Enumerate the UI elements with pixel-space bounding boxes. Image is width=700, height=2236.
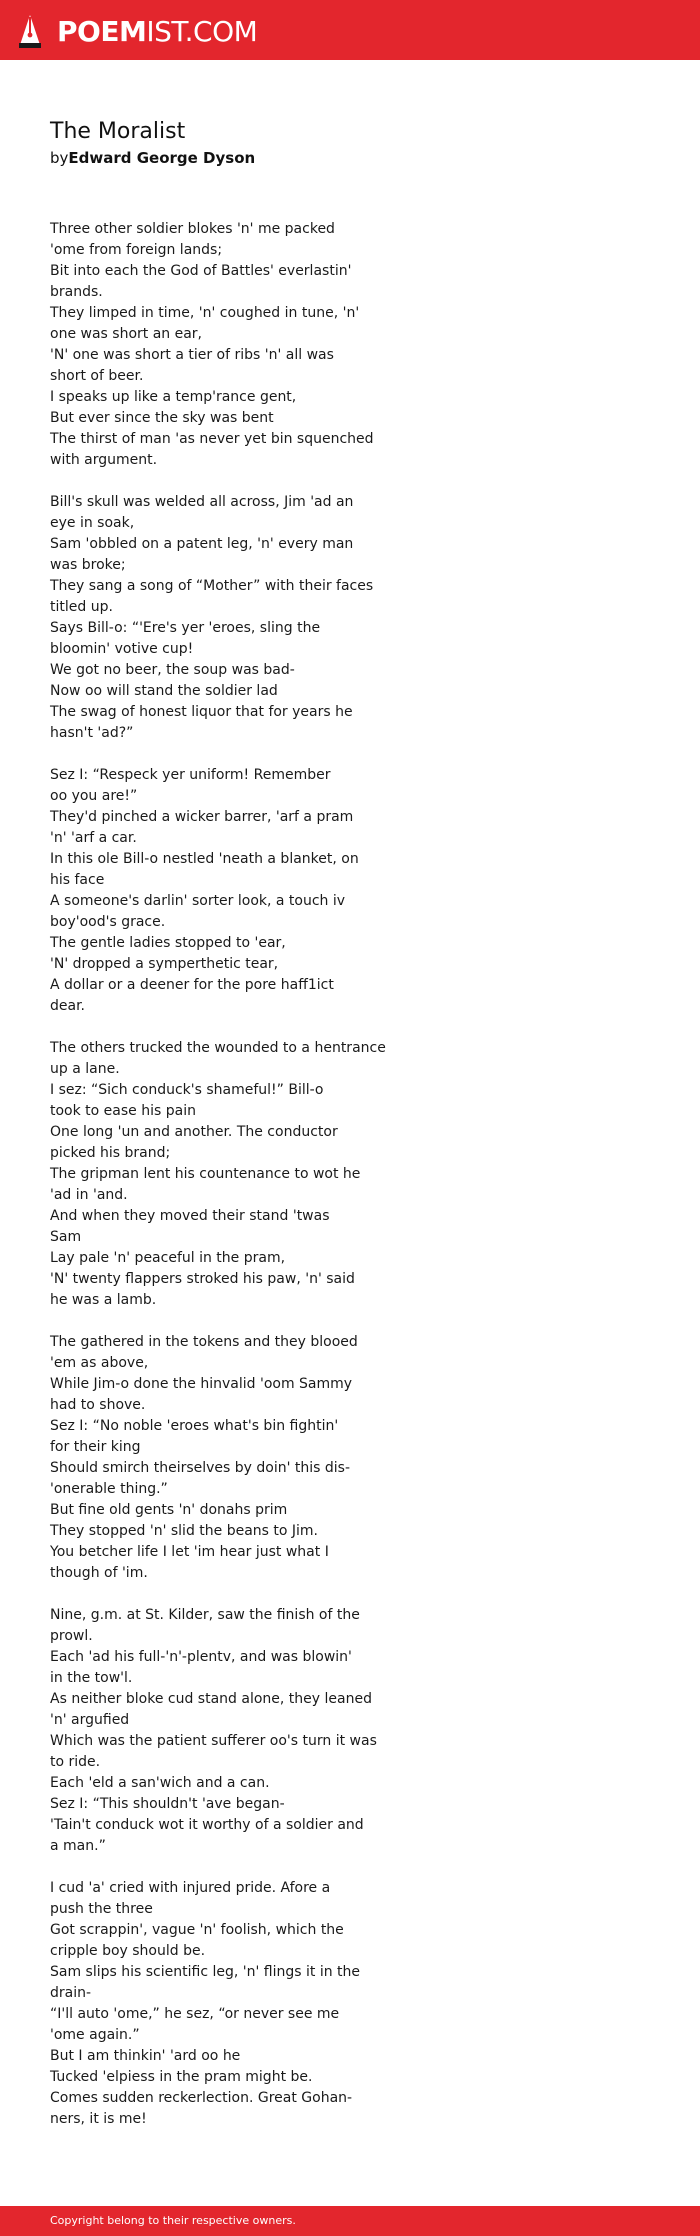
- poem-line: The swag of honest liquor that for years he: [50, 704, 353, 720]
- poem-author: Edward George Dyson: [68, 149, 256, 167]
- poem-line: 'Tain't conduck wot it worthy of a soldier and: [50, 1817, 364, 1833]
- site-logo[interactable]: [17, 14, 257, 50]
- poem-line: Three other soldier blokes 'n' me packed: [50, 221, 335, 237]
- poem-line: 'ad in 'and.: [50, 1187, 128, 1203]
- poem-line: 'em as above,: [50, 1355, 149, 1371]
- copyright-notice: Copyright belong to their respective owners.: [50, 2214, 296, 2227]
- poem-line: The others trucked the wounded to a hentrance: [50, 1040, 386, 1056]
- poem-line: They sang a song of “Mother” with their faces: [50, 578, 374, 594]
- pen-nib-icon: [17, 14, 43, 50]
- poem-line: I speaks up like a temp'rance gent,: [50, 389, 297, 405]
- poem-line: Bill's skull was welded all across, Jim 'ad an: [50, 494, 354, 510]
- poem-line: 'N' dropped a symperthetic tear,: [50, 956, 279, 972]
- poem-line: You betcher life I let 'im hear just what I: [50, 1544, 329, 1560]
- poem-stanza: [50, 1332, 390, 1584]
- poem-line: The thirst of man 'as never yet bin squenched: [50, 431, 374, 447]
- poem-line: Tucked 'elpiess in the pram might be.: [50, 2069, 313, 2085]
- poem-line: Comes sudden reckerlection. Great Gohan-: [50, 2090, 353, 2106]
- poem-line: While Jim-o done the hinvalid 'oom Sammy: [50, 1376, 353, 1392]
- poem-line: eye in soak,: [50, 515, 135, 531]
- poem-line: titled up.: [50, 599, 113, 615]
- poem-line: Nine, g.m. at St. Kilder, saw the finish of the: [50, 1607, 360, 1623]
- poem-line: bloomin' votive cup!: [50, 641, 194, 657]
- poem-body: [50, 219, 390, 2151]
- poem-line: cripple boy should be.: [50, 1943, 206, 1959]
- poem-line: was broke;: [50, 557, 126, 573]
- poem-line: Sam: [50, 1229, 82, 1245]
- poem-line: We got no beer, the soup was bad-: [50, 662, 295, 678]
- poem-stanza: [50, 492, 390, 744]
- poem-line: prowl.: [50, 1628, 93, 1644]
- poem-line: picked his brand;: [50, 1145, 171, 1161]
- poem-line: brands.: [50, 284, 103, 300]
- poem-line: Says Bill-o: “'Ere's yer 'eroes, sling the: [50, 620, 321, 636]
- poem-line: ners, it is me!: [50, 2111, 147, 2127]
- poem-line: The gripman lent his countenance to wot he: [50, 1166, 361, 1182]
- poem-line: A dollar or a deener for the pore haff1ict: [50, 977, 334, 993]
- poem-stanza: [50, 219, 390, 471]
- poem-stanza: [50, 1038, 390, 1311]
- poem-line: his face: [50, 872, 105, 888]
- poem-line: 'N' one was short a tier of ribs 'n' all was: [50, 347, 334, 363]
- poem-line: 'n' argufied: [50, 1712, 130, 1728]
- poem-line: push the three: [50, 1901, 153, 1917]
- poem-line: a man.”: [50, 1838, 106, 1854]
- poem-line: dear.: [50, 998, 85, 1014]
- poem-line: with argument.: [50, 452, 158, 468]
- poem-line: hasn't 'ad?”: [50, 725, 134, 741]
- poem-line: oo you are!”: [50, 788, 138, 804]
- poem-line: The gentle ladies stopped to 'ear,: [50, 935, 286, 951]
- poem-line: 'N' twenty flappers stroked his paw, 'n' said: [50, 1271, 355, 1287]
- site-name-strong: POEM: [57, 15, 147, 48]
- poem-line: Sam slips his scientific leg, 'n' flings it in the: [50, 1964, 361, 1980]
- poem-line: They limped in time, 'n' coughed in tune, 'n': [50, 305, 360, 321]
- poem-line: for their king: [50, 1439, 141, 1455]
- poem-line: Which was the patient sufferer oo's turn it was: [50, 1733, 377, 1749]
- poem-line: They'd pinched a wicker barrer, 'arf a pram: [50, 809, 354, 825]
- poem-line: But I am thinkin' 'ard oo he: [50, 2048, 241, 2064]
- poem-line: 'n' 'arf a car.: [50, 830, 137, 846]
- site-name: [57, 16, 257, 48]
- poem-line: Each 'eld a san'wich and a can.: [50, 1775, 270, 1791]
- poem-line: As neither bloke cud stand alone, they leaned: [50, 1691, 372, 1707]
- poem-line: he was a lamb.: [50, 1292, 157, 1308]
- poem-line: In this ole Bill-o nestled 'neath a blanket, on: [50, 851, 359, 867]
- poem-line: Now oo will stand the soldier lad: [50, 683, 278, 699]
- poem-line: Sam 'obbled on a patent leg, 'n' every man: [50, 536, 354, 552]
- poem-line: Should smirch theirselves by doin' this dis-: [50, 1460, 351, 1476]
- poem-title: The Moralist: [50, 119, 186, 144]
- site-footer: [0, 2206, 700, 2236]
- poem-line: A someone's darlin' sorter look, a touch iv: [50, 893, 346, 909]
- poem-line: though of 'im.: [50, 1565, 148, 1581]
- poem-line: But ever since the sky was bent: [50, 410, 274, 426]
- poem-line: But fine old gents 'n' donahs prim: [50, 1502, 288, 1518]
- site-header: [0, 0, 700, 60]
- poem-line: One long 'un and another. The conductor: [50, 1124, 338, 1140]
- poem-line: Sez I: “No noble 'eroes what's bin fightin': [50, 1418, 339, 1434]
- poem-line: Bit into each the God of Battles' everlastin': [50, 263, 352, 279]
- poem-line: Sez I: “Respeck yer uniform! Remember: [50, 767, 331, 783]
- poem-line: in the tow'l.: [50, 1670, 133, 1686]
- poem-line: I sez: “Sich conduck's shameful!” Bill-o: [50, 1082, 324, 1098]
- poem-line: Each 'ad his full-'n'-plentv, and was blowin': [50, 1649, 352, 1665]
- poem-stanza: [50, 765, 390, 1017]
- poem-byline: [50, 148, 255, 168]
- poem-line: They stopped 'n' slid the beans to Jim.: [50, 1523, 319, 1539]
- poem-line: to ride.: [50, 1754, 101, 1770]
- poem-line: boy'ood's grace.: [50, 914, 166, 930]
- poem-line: I cud 'a' cried with injured pride. Afore a: [50, 1880, 331, 1896]
- poem-line: 'ome again.”: [50, 2027, 140, 2043]
- poem-line: one was short an ear,: [50, 326, 203, 342]
- poem-line: took to ease his pain: [50, 1103, 196, 1119]
- byline-prefix: by: [50, 149, 69, 167]
- site-name-light: IST.COM: [146, 15, 258, 48]
- poem-line: drain-: [50, 1985, 92, 2001]
- poem-line: 'ome from foreign lands;: [50, 242, 223, 258]
- poem-line: “I'll auto 'ome,” he sez, “or never see me: [50, 2006, 340, 2022]
- poem-line: had to shove.: [50, 1397, 146, 1413]
- poem-line: And when they moved their stand 'twas: [50, 1208, 330, 1224]
- poem-line: 'onerable thing.”: [50, 1481, 168, 1497]
- poem-stanza: [50, 1605, 390, 1857]
- poem-line: The gathered in the tokens and they blooed: [50, 1334, 358, 1350]
- poem-line: Sez I: “This shouldn't 'ave began-: [50, 1796, 285, 1812]
- poem-line: up a lane.: [50, 1061, 120, 1077]
- poem-line: Lay pale 'n' peaceful in the pram,: [50, 1250, 286, 1266]
- poem-stanza: [50, 1878, 390, 2130]
- poem-line: short of beer.: [50, 368, 144, 384]
- poem-line: Got scrappin', vague 'n' foolish, which the: [50, 1922, 344, 1938]
